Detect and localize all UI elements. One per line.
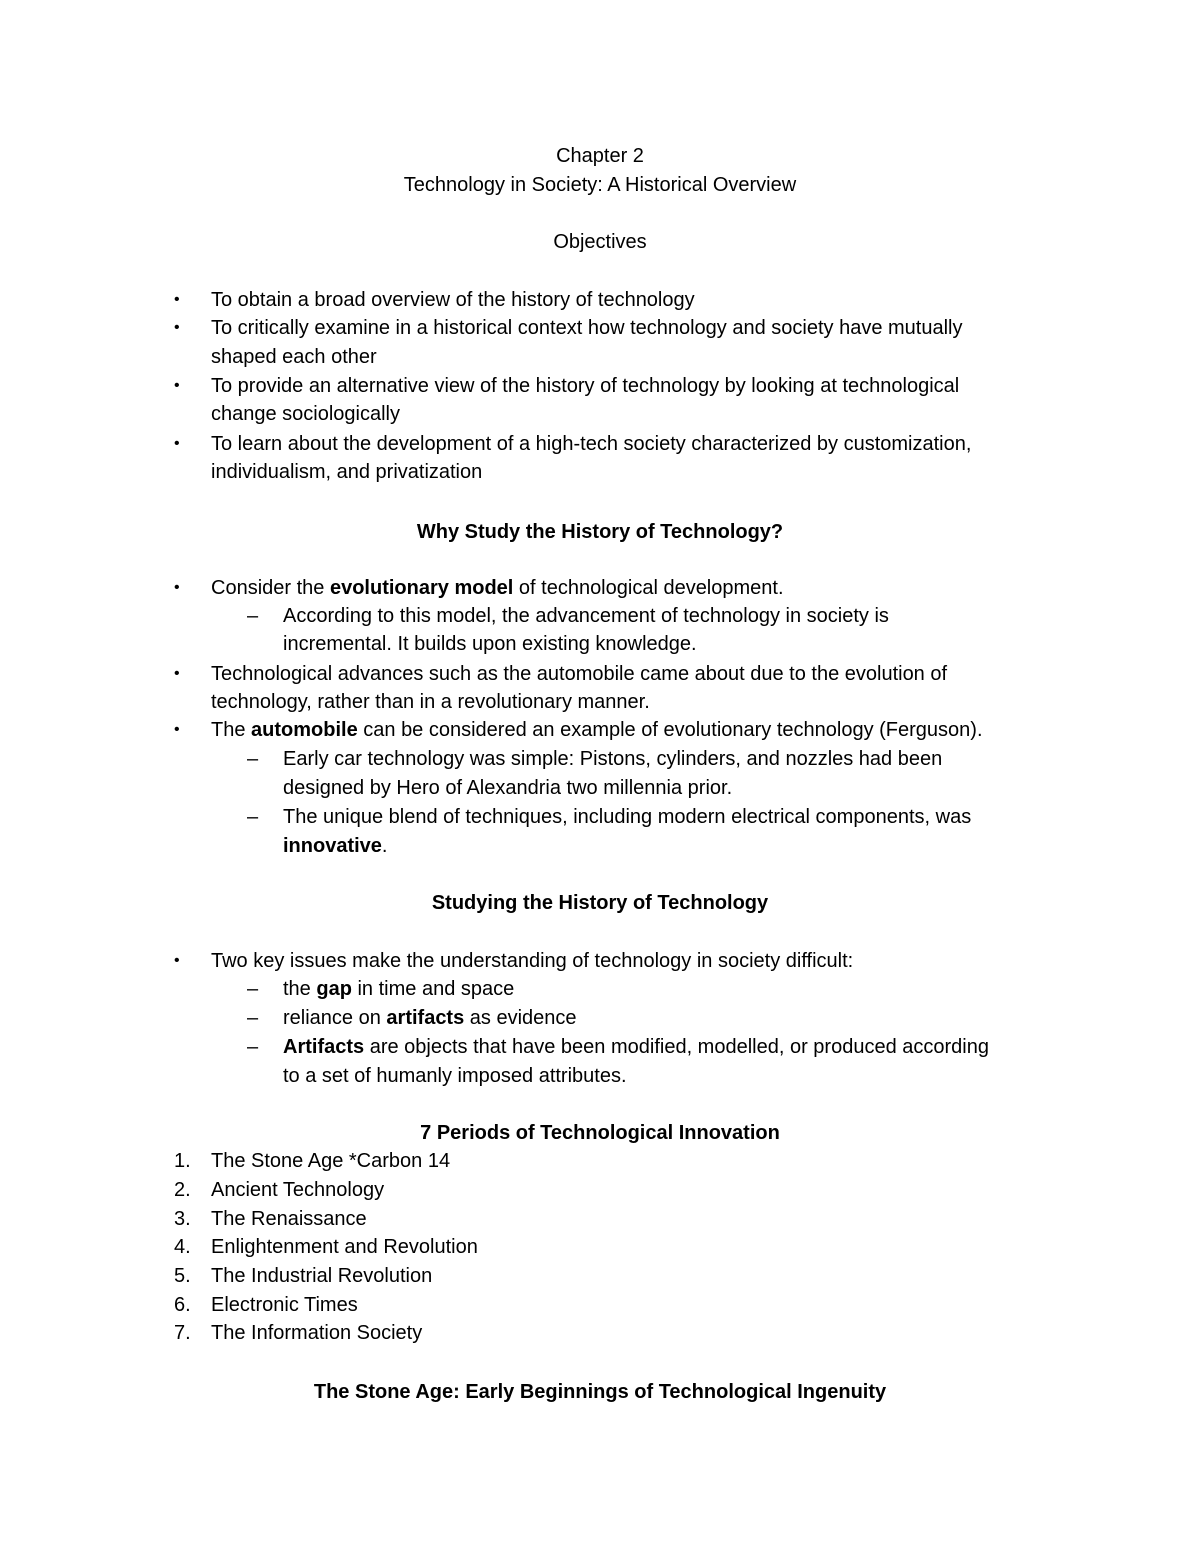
list-number: 5. [174, 1265, 191, 1287]
why-study-subitem: According to this model, the advancement of technology in society is [283, 605, 889, 627]
period-item: Enlightenment and Revolution [211, 1236, 478, 1258]
why-study-item: The automobile can be considered an example of evolutionary technology (Ferguson). [211, 719, 983, 741]
studying-subitem: reliance on artifacts as evidence [283, 1007, 577, 1029]
studying-subitem: Artifacts are objects that have been modified, modelled, or produced according [283, 1036, 989, 1058]
dash-icon: – [247, 605, 259, 627]
list-number: 7. [174, 1322, 191, 1344]
emphasis: innovative [283, 835, 382, 857]
why-study-item: Consider the evolutionary model of technological development. [211, 577, 784, 599]
period-item: The Stone Age *Carbon 14 [211, 1150, 451, 1172]
list-number: 2. [174, 1179, 191, 1201]
emphasis: automobile [251, 719, 358, 741]
emphasis: evolutionary model [329, 577, 514, 599]
periods-heading: 7 Periods of Technological Innovation [420, 1122, 780, 1144]
emphasis: artifacts [386, 1007, 465, 1029]
bullet-icon: • [174, 721, 180, 738]
bullet-icon: • [174, 579, 180, 596]
dash-icon: – [247, 748, 259, 770]
chapter-label: Chapter 2 [556, 145, 644, 167]
studying-subitem: the gap in time and space [283, 978, 515, 1000]
period-item: Electronic Times [211, 1294, 358, 1316]
objective-item-continued: individualism, and privatization [211, 461, 483, 483]
stone-age-heading: The Stone Age: Early Beginnings of Technological Ingenuity [313, 1381, 887, 1403]
objective-item-continued: shaped each other [211, 346, 377, 368]
objectives-heading: Objectives [553, 231, 647, 253]
dash-icon: – [247, 806, 259, 828]
chapter-title: Technology in Society: A Historical Overview [403, 174, 797, 196]
why-study-subitem-continued: innovative. [283, 835, 388, 857]
objective-item: To critically examine in a historical context how technology and society have mutually [211, 317, 963, 339]
bullet-icon: • [174, 319, 180, 336]
objective-item: To learn about the development of a high-tech society characterized by customization, [211, 433, 972, 455]
why-study-subitem: The unique blend of techniques, including modern electrical components, was [283, 806, 972, 828]
studying-heading: Studying the History of Technology [431, 892, 769, 914]
period-item: The Information Society [211, 1322, 423, 1344]
why-study-item: Technological advances such as the automobile came about due to the evolution of [211, 663, 948, 685]
period-item: The Renaissance [211, 1208, 367, 1230]
list-number: 3. [174, 1208, 191, 1230]
why-study-heading: Why Study the History of Technology? [416, 521, 784, 543]
emphasis: gap [316, 978, 352, 1000]
why-study-subitem: Early car technology was simple: Pistons, cylinders, and nozzles had been [283, 748, 943, 770]
dash-icon: – [247, 978, 259, 1000]
studying-item: Two key issues make the understanding of technology in society difficult: [211, 950, 854, 972]
why-study-subitem-continued: incremental. It builds upon existing knowledge. [283, 633, 697, 655]
objective-item: To obtain a broad overview of the history of technology [211, 289, 695, 311]
why-study-subitem-continued: designed by Hero of Alexandria two millennia prior. [283, 777, 733, 799]
bullet-icon: • [174, 665, 180, 682]
list-number: 4. [174, 1236, 191, 1258]
bullet-icon: • [174, 952, 180, 969]
dash-icon: – [247, 1036, 259, 1058]
objective-item: To provide an alternative view of the history of technology by looking at technological [211, 375, 960, 397]
period-item: The Industrial Revolution [211, 1265, 433, 1287]
emphasis: Artifacts [283, 1036, 365, 1058]
period-item: Ancient Technology [211, 1179, 385, 1201]
list-number: 1. [174, 1150, 191, 1172]
list-number: 6. [174, 1294, 191, 1316]
bullet-icon: • [174, 435, 180, 452]
dash-icon: – [247, 1007, 259, 1029]
why-study-item-continued: technology, rather than in a revolutionary manner. [211, 691, 650, 713]
bullet-icon: • [174, 291, 180, 308]
objective-item-continued: change sociologically [211, 403, 401, 425]
studying-subitem-continued: to a set of humanly imposed attributes. [283, 1065, 627, 1087]
bullet-icon: • [174, 377, 180, 394]
